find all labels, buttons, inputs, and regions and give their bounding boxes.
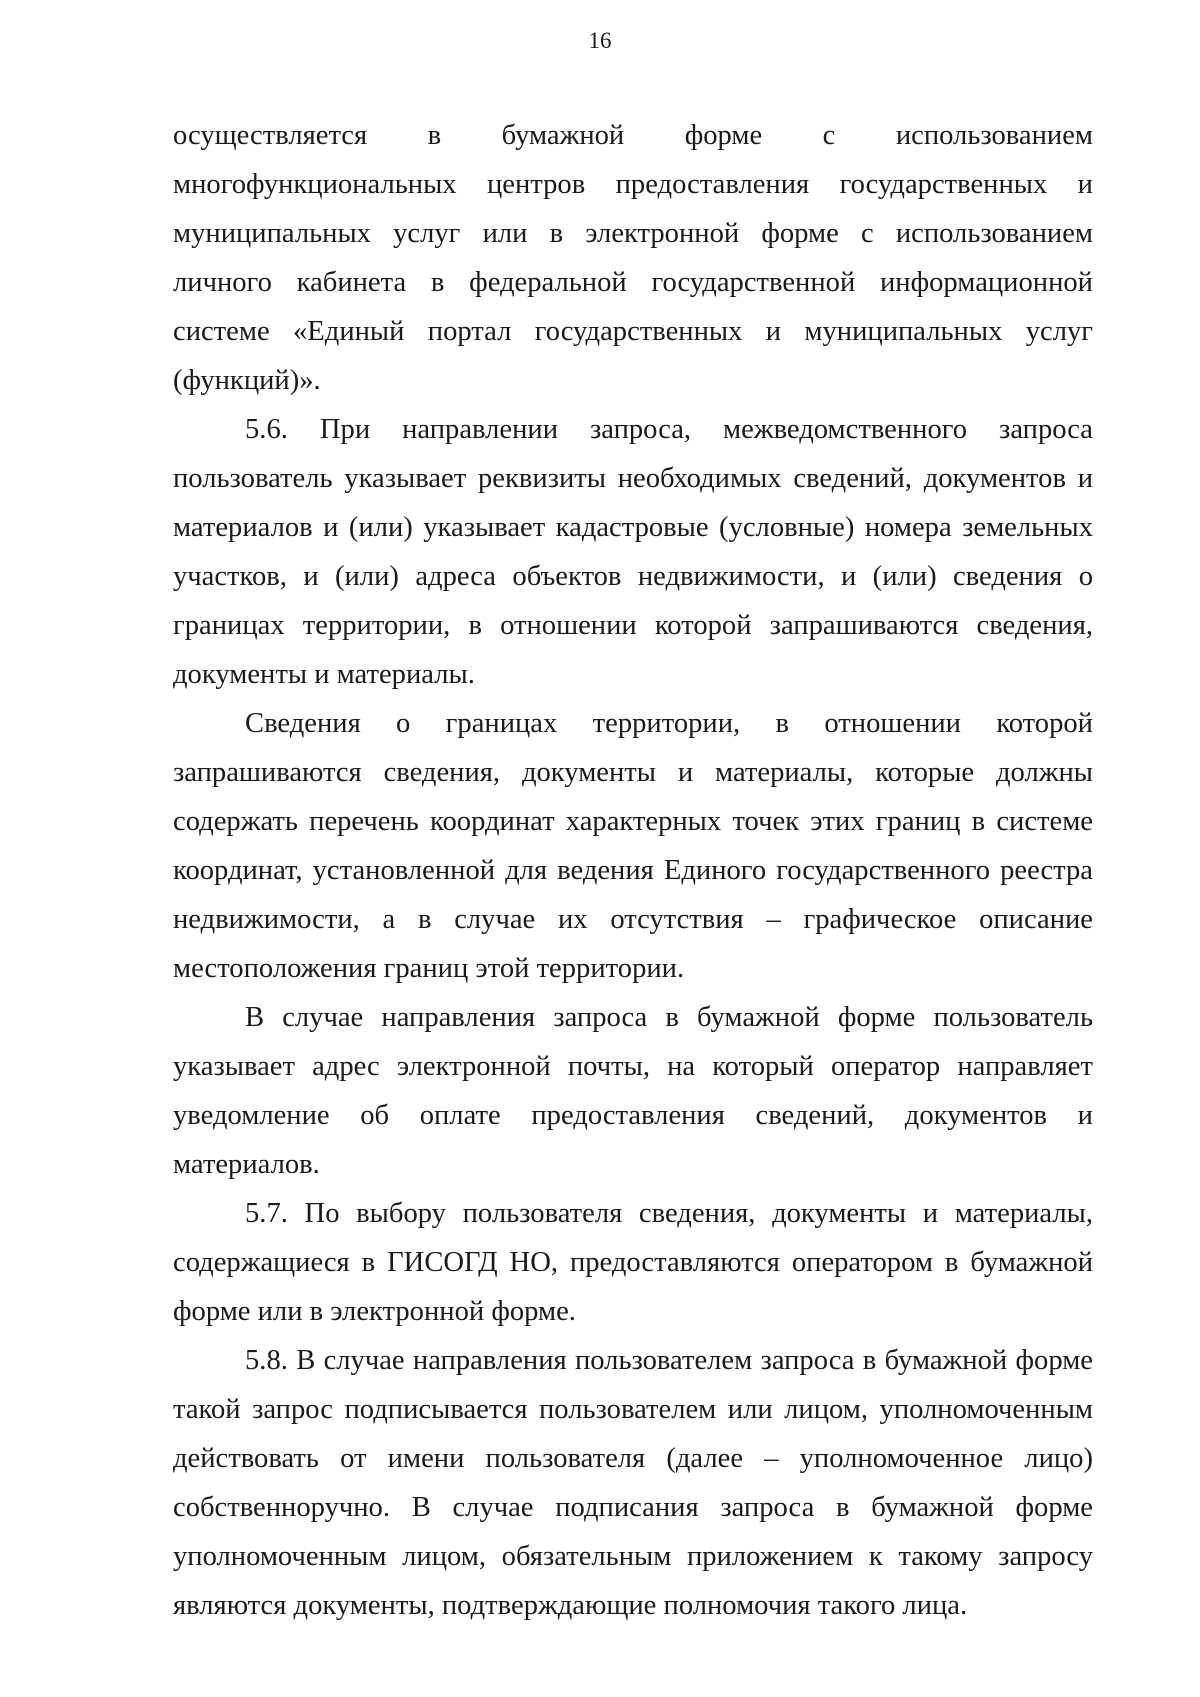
paragraph-boundaries: Сведения о границах территории, в отношении которой запрашиваются сведения, документы и материалы, которые должны содержать перечень координат характерных точек этих границ в системе координат, установленной для ведения Единого государственного реестра недвижимости, а в случае их отсутствия – графическое описание местоположения границ этой территории. bbox=[173, 708, 1093, 984]
paragraph-5-7: 5.7. По выбору пользователя сведения, документы и материалы, содержащиеся в ГИСОГД НО, предоставляются оператором в бумажной форме или в электронной форме. bbox=[173, 1198, 1093, 1327]
paragraph-email: В случае направления запроса в бумажной форме пользователь указывает адрес электронной почты, на который оператор направляет уведомление об оплате предоставления сведений, документов и материалов. bbox=[173, 1002, 1093, 1180]
page-number: 16 bbox=[588, 28, 612, 53]
paragraph-5-6: 5.6. При направлении запроса, межведомственного запроса пользователь указывает реквизиты необходимых сведений, документов и материалов и (или) указывает кадастровые (условные) номера земельных участков, и (или) адреса объектов недвижимости, и (или) сведения о границах территории, в отношении которой запрашиваются сведения, документы и материалы. bbox=[173, 414, 1093, 690]
paragraph-5-8: 5.8. В случае направления пользователем запроса в бумажной форме такой запрос подписывается пользователем или лицом, уполномоченным действовать от имени пользователя (далее – уполномоченное лицо) собственноручно. В случае подписания запроса в бумажной форме уполномоченным лицом, обязательным приложением к такому запросу являются документы, подтверждающие полномочия такого лица. bbox=[173, 1345, 1093, 1621]
document-body bbox=[173, 111, 1093, 1630]
paragraph-continuation: осуществляется в бумажной форме с использованием многофункциональных центров предоставления государственных и муниципальных услуг или в электронной форме с использованием личного кабинета в федеральной государственной информационной системе «Единый портал государственных и муниципальных услуг (функций)». bbox=[173, 120, 1093, 396]
